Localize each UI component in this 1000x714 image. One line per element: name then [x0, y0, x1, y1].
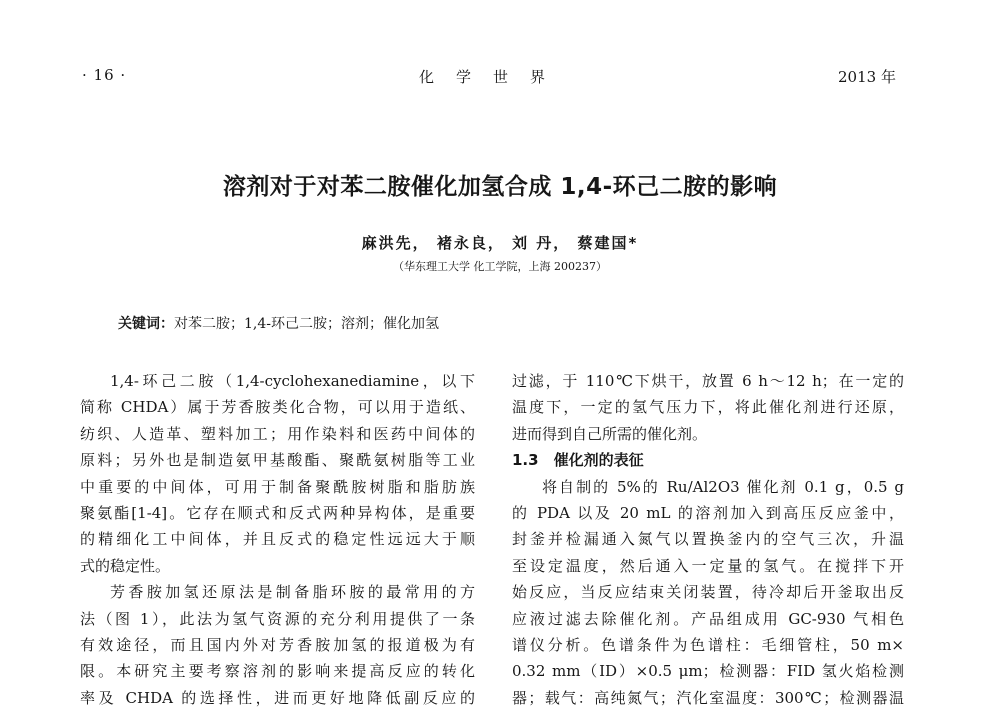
text-line: 聚氨酯[1-4]。它存在顺式和反式两种异构体，是重要 — [80, 504, 475, 523]
text-line: 0.32 mm（ID）×0.5 μm；检测器：FID 氢火焰检测 — [512, 662, 904, 681]
text-line: 式的稳定性。 — [80, 556, 171, 575]
text-line: 过滤，于 110℃下烘干，放置 6 h～12 h；在一定的 — [512, 372, 904, 390]
keywords — [118, 313, 439, 333]
text-line: 限。本研究主要考察溶剂的影响来提高反应的转化 — [80, 662, 475, 681]
section-heading: 1.3 催化剂的表征 — [512, 451, 644, 470]
author-list: 麻洪先， 褚永良， 刘 丹， 蔡建国* — [361, 234, 639, 252]
text-line: 纺织、人造革、塑料加工；用作染料和医药中间体的 — [80, 424, 475, 443]
affiliation: （华东理工大学 化工学院，上海 200237） — [393, 260, 607, 273]
publication-year: 2013 年 — [838, 68, 896, 86]
keywords-text: 对苯二胺；1,4-环己二胺；溶剂；催化加氢 — [174, 316, 439, 332]
text-line: 中重要的中间体，可用于制备聚酰胺树脂和脂肪族 — [80, 477, 475, 496]
text-line: 应液过滤去除催化剂。产品组成用 GC-930 气相色 — [512, 609, 904, 628]
text-line: 将自制的 5%的 Ru/Al2O3 催化剂 0.1 g，0.5 g — [542, 477, 904, 496]
article-title: 溶剂对于对苯二胺催化加氢合成 1,4-环己二胺的影响 — [222, 174, 778, 200]
text-line: 率及 CHDA 的选择性，进而更好地降低副反应的 — [80, 688, 475, 707]
body-column-left — [80, 368, 475, 711]
text-line: 有效途径，而且国内外对芳香胺加氢的报道极为有 — [80, 636, 475, 655]
text-line: 器；载气：高纯氮气；汽化室温度：300℃；检测器温 — [512, 688, 904, 707]
text-line: 温度下，一定的氢气压力下，将此催化剂进行还原， — [512, 398, 904, 417]
text-line: 至设定温度，然后通入一定量的氢气。在搅拌下开 — [512, 556, 904, 575]
journal-name: 化学世界 — [419, 68, 568, 86]
text-line: 的 PDA 以及 20 mL 的溶剂加入到高压反应釜中， — [512, 504, 904, 523]
text-line: 谱仪分析。色谱条件为色谱柱：毛细管柱，50 m× — [512, 636, 904, 655]
text-line: 的精细化工中间体，并且反式的稳定性远远大于顺 — [80, 530, 475, 549]
text-line: 原料；另外也是制造氨甲基酸酯、聚酰氨树脂等工业 — [80, 451, 475, 470]
text-line: 进而得到自己所需的催化剂。 — [512, 424, 708, 443]
text-line: 封釜并检漏通入氮气以置换釜内的空气三次，升温 — [512, 530, 904, 549]
text-line: 芳香胺加氢还原法是制备脂环胺的最常用的方 — [110, 583, 475, 602]
text-line: 1,4-环己二胺（1,4-cyclohexanediamine，以下 — [110, 372, 475, 390]
page-number: · 16 · — [82, 66, 127, 84]
text-line: 法（图 1），此法为氢气资源的充分利用提供了一条 — [80, 609, 475, 628]
body-column-right — [512, 368, 904, 711]
text-line: 始反应，当反应结束关闭装置，待冷却后开釜取出反 — [512, 583, 904, 602]
keywords-label: 关键词： — [118, 316, 174, 332]
text-line: 简称 CHDA）属于芳香胺类化合物，可以用于造纸、 — [80, 398, 475, 417]
